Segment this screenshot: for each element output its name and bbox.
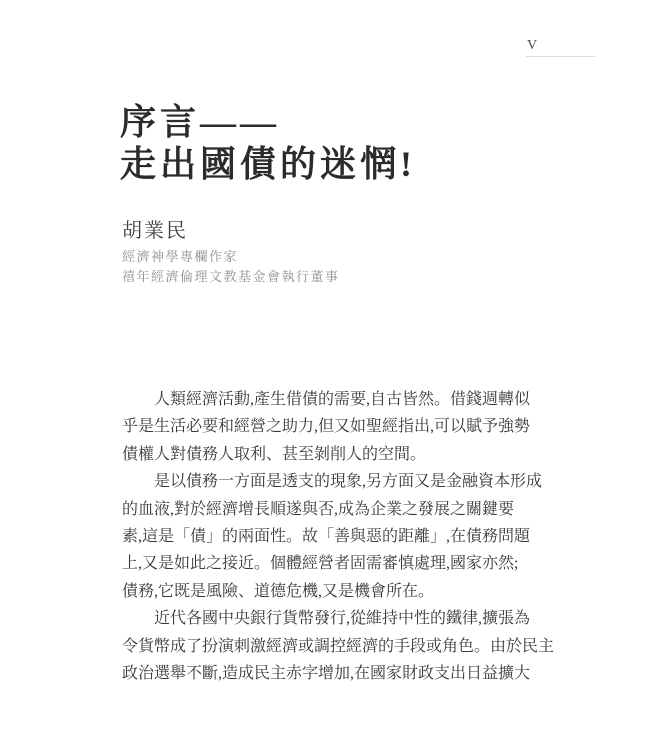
author-credential-line: 經濟神學專欄作家 [122, 249, 239, 264]
chapter-title-line-2: 走出國債的迷惘! [120, 144, 416, 184]
body-line: 的血液,對於經濟增長順遂與否,成為企業之發展之關鍵要 [122, 500, 515, 518]
body-line: 近代各國中央銀行貨幣發行,從維持中性的鐵律,擴張為 [154, 610, 531, 628]
body-line: 人類經濟活動,產生借債的需要,自古皆然。借錢週轉似 [154, 391, 531, 408]
body-line: 是以債務一方面是透支的現象,另方面又是金融資本形成 [154, 473, 543, 491]
body-line: 債務,它既是風險、道德危機,又是機會所在。 [122, 582, 435, 600]
page-number: V [527, 38, 538, 53]
body-line: 政治選舉不斷,造成民主赤字增加,在國家財政支出日益擴大 [122, 665, 531, 683]
chapter-title [120, 101, 416, 185]
body-line: 素,這是「債」的兩面性。故「善與惡的距離」,在債務問題 [122, 528, 531, 546]
body-line: 乎是生活必要和經營之助力,但又如聖經指出,可以賦予強勢 [122, 418, 531, 436]
body-line: 上,又是如此之接近。個體經營者固需審慎處理,國家亦然; [122, 555, 519, 573]
body-line: 令貨幣成了扮演刺激經濟或調控經濟的手段或角色。由於民主 [122, 637, 555, 655]
body-line: 債權人對債務人取利、甚至剝削人的空間。 [122, 445, 427, 463]
author-credentials [122, 247, 340, 287]
author-name: 胡業民 [122, 220, 188, 242]
header-rule [526, 56, 595, 57]
chapter-title-line-1: 序言—— [120, 102, 281, 142]
author-credential-line: 禧年經濟倫理文教基金會執行董事 [122, 269, 340, 284]
body-text [122, 386, 554, 687]
